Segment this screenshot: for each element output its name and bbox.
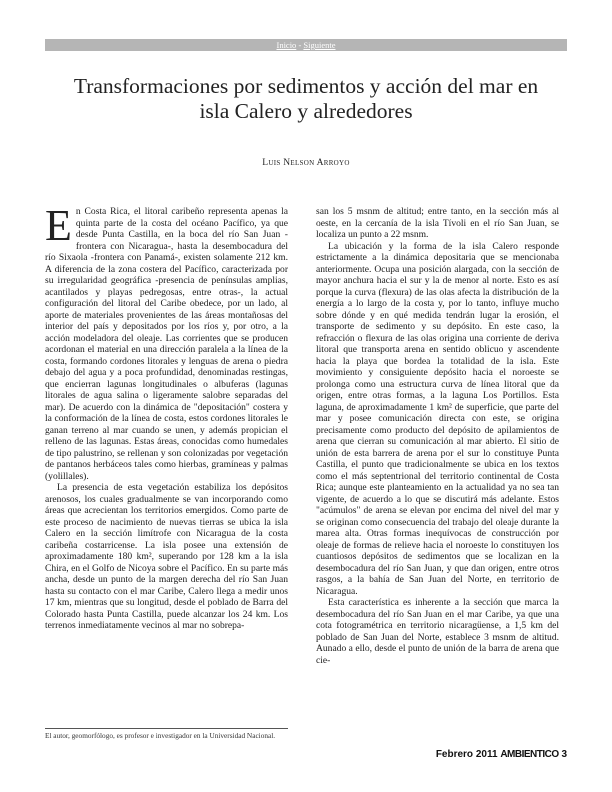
top-nav-bar [45, 39, 567, 51]
page-number: 3 [561, 749, 567, 760]
left-column [45, 206, 288, 726]
issue-date: Febrero 2011 [435, 749, 498, 760]
nav-separator: - [296, 40, 304, 50]
paragraph: Esta característica es inherente a la sección que marca la desembocadura del río San Juan en el mar Caribe, ya que una cota fotogramétrica en territorio nicaragüense, a 1,5 km del poblado de San Juan del Norte, establece 3 msnm de altitud. Aunado a ello, desde el punto de unión de la barra de arena que cie- [316, 597, 559, 666]
paragraph-text: n Costa Rica, el litoral caribeño representa apenas la quinta parte de la costa del océano Pacífico, ya que desde Punta Castilla, en la boca del río San Juan -frontera con Nicaragua-, hasta la desembocadura del río Sixaola -frontera con Panamá-, existen solamente 212 km. A diferencia de la zona costera del Pacífico, caracterizada por su irregularidad geográfica -presencia de penínsulas amplias, acantilados y playas pedregosas, entre otras-, la actual configuración del litoral del Caribe obedece, por un lado, al aporte de materiales provenientes de las áreas montañosas del interior del país y depositados por los ríos y, por otro, a la acción modeladora del oleaje. Las corrientes que se producen acordonan el material en una dirección paralela a la línea de la costa, formando cordones litorales y lenguas de arena o piedra debajo del agua y a poca profundidad, denominadas restingas, que encierran lagunas longitudinales o albuferas (lagunas litorales de agua salina o ligeramente salobre separadas del mar). De acuerdo con la dinámica de "depositación" costera y la conformación de la línea de costa, estos cordones litorales le ganan terreno al mar cuando se unen, y además propician el relleno de las lagunas. Estas áreas, conocidas como humedales de tipo palustrino, se rellenan y son colonizadas por vegetación de pantanos herbáceos tales como hierbas, gramíneas y palmas (yolillales). [45, 206, 288, 482]
article-author: Luis Nelson Arroyo [262, 158, 350, 168]
paragraph: La presencia de esta vegetación estabiliza los depósitos arenosos, los cuales gradualmente se van incorporando como áreas que acrecientan los territorios emergidos. Como parte de este proceso de nacimiento de nuevas tierras se ubica la isla Calero en la sección limítrofe con Nicaragua de la costa caribeña costarricense. La isla posee una extensión de aproximadamente 180 km², superando por 128 km a la isla Chira, en el Golfo de Nicoya sobre el Pacífico. En su parte más ancha, desde un punto de la margen derecha del río San Juan hasta su contacto con el mar Caribe, Calero llega a medir unos 17 km, mientras que su longitud, desde el poblado de Barra del Colorado hasta Punta Castilla, puede alcanzar los 24 km. Los terrenos inmediatamente vecinos al mar no sobrepa- [45, 482, 288, 631]
footnote-rule [45, 728, 288, 729]
paragraph: La ubicación y la forma de la isla Calero responde estrictamente a la dinámica depositaria que se mencionaba anteriormente. Ocupa una posición alargada, con la sección de mayor anchura hacia el sur y la de menor al norte. Esto es así porque la curva (flexura) de las olas afecta la distribución de la energía a lo largo de la costa y, por lo tanto, influye mucho sobre dónde y en qué medida tendrán lugar la erosión, el transporte de sedimento y su depósito. En este caso, la refracción o flexura de las olas origina una corriente de deriva litoral que transporta arena en sentido oblicuo y ascendente hacia la playa que bordea la totalidad de la isla. Este movimiento y consiguiente depósito hacia el noroeste se prolonga como una estructura curva de línea litoral que da origen, entre otras formas, a la laguna Los Portillos. Esta laguna, de aproximadamente 1 km² de superficie, que parte del mar y posee comunicación directa con este, se origina precisamente como producto del depósito de apilamientos de arena que cierran su comunicación al mar abierto. El sitio de unión de esta barrera de arena por el sur lo constituye Punta Castilla, el punto que tradicionalmente se ubica en los textos como el más septentrional del territorio continental de Costa Rica; aunque este planteamiento en la actualidad ya no sea tan vigente, de acuerdo a lo que se discutirá más adelante. Estos "acúmulos" de arena se elevan por encima del nivel del mar y se originan como consecuencia del trabajo del oleaje durante la marea alta. Otras formas inequívocas de construcción por oleaje de formas de relieve hacia el noroeste lo constituyen los cuantiosos depósitos de sedimentos que se localizan en la desembocadura del río San Juan, y que dan origen, entre otros rasgos, a la bahía de San Juan del Norte, en territorio de Nicaragua. [316, 240, 559, 597]
paragraph [45, 206, 288, 482]
paragraph: san los 5 msnm de altitud; entre tanto, en la sección más al oeste, en la cercanía de la isla Tívoli en el río San Juan, se localiza un punto a 22 msnm. [316, 206, 559, 240]
magazine-name: AMBIENTICO [500, 749, 559, 760]
nav-home-link[interactable]: Inicio [276, 40, 297, 50]
article-title: Transformaciones por sedimentos y acción del mar en isla Calero y alrededores [73, 74, 539, 123]
nav-next-link[interactable]: Siguiente [303, 40, 336, 50]
footnote: El autor, geomorfólogo, es profesor e investigador en la Universidad Nacional. [45, 731, 276, 740]
page-footer [436, 749, 567, 760]
right-column [316, 206, 559, 752]
drop-cap: E [45, 206, 72, 250]
